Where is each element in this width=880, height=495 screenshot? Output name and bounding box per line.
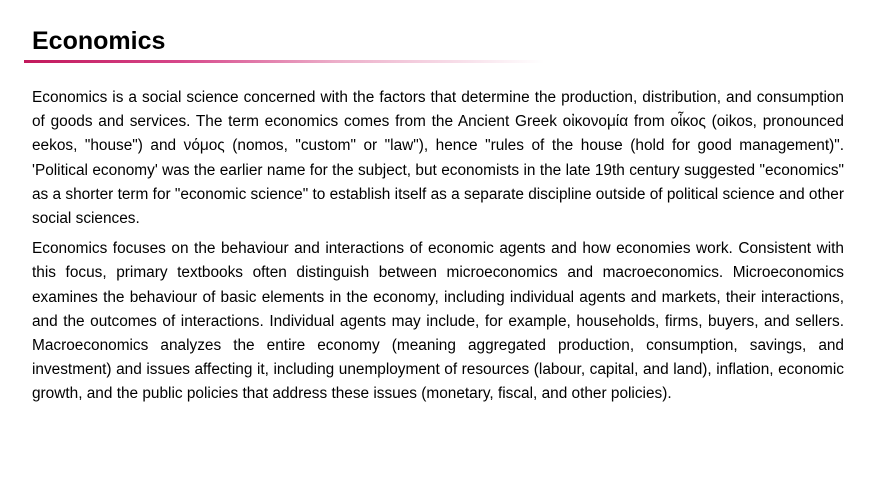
slide-body (32, 86, 844, 413)
paragraph-micro-macro: Economics focuses on the behaviour and interactions of economic agents and how economies work. Consistent with this focus, primary textbooks often distinguish between microeconomics and macroeconomics. Microeconomics examines the behaviour of basic elements in the economy, including individual agents and markets, their interactions, and the outcomes of interactions. Individual agents may include, for example, households, firms, buyers, and sellers. Macroeconomics analyzes the entire economy (meaning aggregated production, consumption, savings, and investment) and issues affecting it, including unemployment of resources (labour, capital, and land), inflation, economic growth, and the public policies that address these issues (monetary, fiscal, and other policies). (32, 240, 844, 403)
title-underline (24, 60, 544, 63)
paragraph-definition: Economics is a social science concerned with the factors that determine the production, distribution, and consumption of goods and services. The term economics comes from the Ancient Greek οἰκονομία from οἶκος (oikos, pronounced eekos, "house") and νόμος (nomos, "custom" or "law"), hence "rules of the house (hold for good management)". 'Political economy' was the earlier name for the subject, but economists in the late 19th century suggested "economics" as a shorter term for "economic science" to establish itself as a separate discipline outside of political science and other social sciences. (32, 89, 844, 228)
slide-title: Economics (32, 27, 166, 55)
